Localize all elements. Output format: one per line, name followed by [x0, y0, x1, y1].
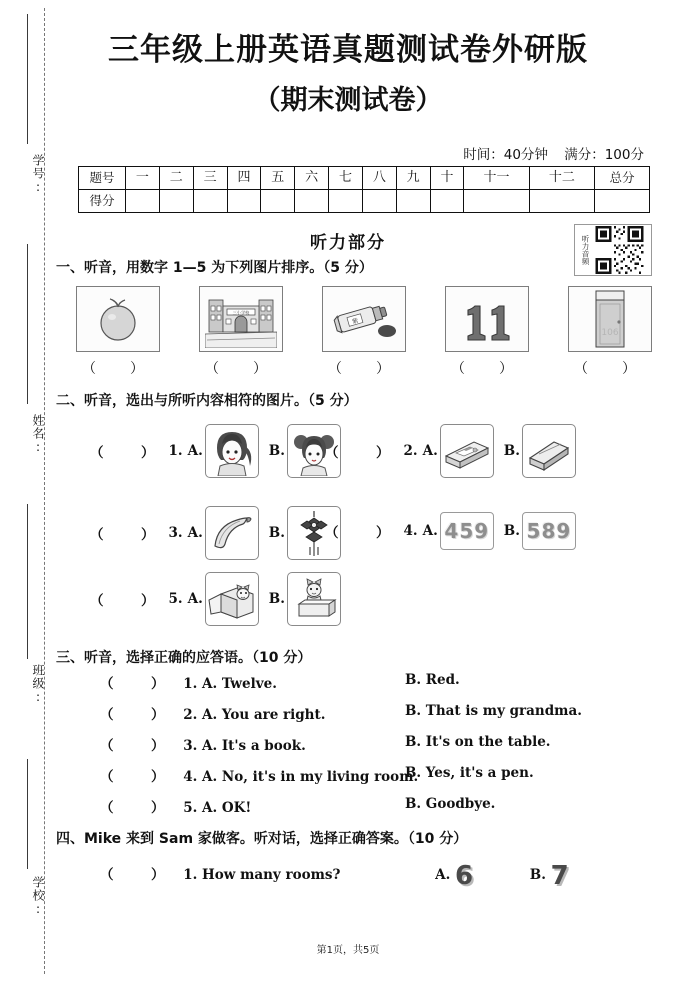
section-heading-2: 二、听音，选出与所听内容相符的图片。（5 分）	[56, 393, 358, 409]
q2-item-5	[90, 572, 341, 626]
option-a-text: 3. A. It's a book.	[183, 738, 306, 754]
rail-segment	[27, 244, 28, 404]
option-b-picture[interactable]	[522, 424, 576, 478]
answer-paren[interactable]: （ ）	[90, 527, 167, 543]
answer-paren[interactable]: （ ）	[328, 361, 400, 377]
score-cell[interactable]	[261, 190, 295, 213]
answer-paren[interactable]: （ ）	[100, 738, 177, 754]
score-cell[interactable]	[227, 190, 261, 213]
q1-item-3	[322, 286, 406, 378]
option-a-text: 5. A. OK!	[183, 800, 252, 816]
option-b-label: B.	[268, 443, 285, 459]
option-a-label: A.	[422, 523, 438, 539]
q3-item-4	[100, 765, 534, 785]
exam-time: 时间：40分钟	[463, 147, 548, 163]
answer-paren[interactable]: （ ）	[100, 769, 177, 785]
option-a-label: A.	[422, 443, 438, 459]
question-text: 1. How many rooms?	[183, 867, 341, 883]
svg-text:紫: 紫	[351, 317, 360, 326]
answer-paren[interactable]: （ ）	[325, 525, 402, 541]
score-col-5: 五	[261, 167, 295, 190]
page-title: 三年级上册英语真题测试卷外研版	[108, 32, 588, 68]
picture-frame[interactable]	[322, 286, 406, 352]
score-cell[interactable]	[430, 190, 464, 213]
score-cell[interactable]	[329, 190, 363, 213]
option-a-text: 4. A. No, it's in my living room.	[183, 769, 419, 785]
option-a-text: 2. A. You are right.	[183, 707, 326, 723]
item-number: 4.	[403, 523, 418, 539]
q3-item-3	[100, 734, 551, 754]
q4-item-1	[100, 861, 569, 891]
score-table-row-label: 得分	[79, 190, 126, 213]
score-cell[interactable]	[193, 190, 227, 213]
q1-item-5	[568, 286, 652, 378]
option-b-text: B. Goodbye.	[405, 796, 496, 812]
cat-in-box-icon	[207, 574, 257, 624]
option-b-label: B.	[529, 867, 546, 883]
option-a-text: 1. A. Twelve.	[183, 676, 277, 692]
answer-paren[interactable]: （ ）	[100, 867, 177, 883]
option-a-label: A.	[187, 443, 203, 459]
score-cell[interactable]	[362, 190, 396, 213]
q1-item-2	[199, 286, 283, 378]
q1-picture-strip	[76, 286, 652, 378]
score-col-8: 八	[362, 167, 396, 190]
number-eleven-icon	[459, 294, 515, 344]
picture-frame[interactable]	[445, 286, 529, 352]
banana-icon	[207, 508, 257, 558]
option-a-label: A.	[435, 867, 451, 883]
rail-segment	[27, 504, 28, 659]
answer-paren[interactable]: （ ）	[90, 593, 167, 609]
exam-meta	[451, 143, 644, 163]
section-heading-4: 四、Mike 来到 Sam 家做客。听对话，选择正确答案。（10 分）	[56, 831, 468, 847]
listening-audio-qr[interactable]	[574, 224, 652, 276]
q1-item-4	[445, 286, 529, 378]
score-col-4: 四	[227, 167, 261, 190]
option-b-number[interactable]: 589	[522, 512, 576, 550]
score-col-12: 十二	[529, 167, 594, 190]
score-cell[interactable]	[159, 190, 193, 213]
score-cell[interactable]	[396, 190, 430, 213]
option-b-text: B. That is my grandma.	[405, 703, 582, 719]
option-b-text: B. Yes, it's a pen.	[405, 765, 534, 781]
eraser-icon	[524, 426, 574, 476]
answer-paren[interactable]: （ ）	[451, 361, 523, 377]
answer-paren[interactable]: （ ）	[574, 361, 646, 377]
option-a-picture[interactable]	[205, 424, 259, 478]
option-a-picture[interactable]	[440, 424, 494, 478]
score-cell[interactable]	[529, 190, 594, 213]
score-cell[interactable]	[295, 190, 329, 213]
option-a-picture[interactable]	[205, 572, 259, 626]
cut-dashed-line	[44, 8, 45, 974]
qr-code-icon	[589, 226, 650, 274]
table-row-headers	[79, 167, 650, 190]
paint-tube-icon	[331, 295, 397, 343]
option-b-label: B.	[503, 443, 520, 459]
section-heading-1: 一、听音，用数字 1—5 为下列图片排序。（5 分）	[56, 260, 373, 276]
score-col-9: 九	[396, 167, 430, 190]
listening-section-banner: 听力部分	[310, 233, 386, 253]
answer-paren[interactable]: （ ）	[325, 445, 402, 461]
pencil-case-icon	[442, 426, 492, 476]
option-a-label: A.	[187, 591, 203, 607]
score-table	[78, 166, 650, 213]
cat-on-box-icon	[289, 574, 339, 624]
score-col-7: 七	[329, 167, 363, 190]
item-number: 1.	[168, 443, 183, 459]
answer-paren[interactable]: （ ）	[205, 361, 277, 377]
margin-label-name: 姓名:	[31, 414, 45, 455]
item-number: 5.	[168, 591, 183, 607]
page-subtitle: （期末测试卷）	[253, 85, 443, 116]
item-number: 2.	[403, 443, 418, 459]
girl-ponytail-icon	[207, 426, 257, 476]
score-table-row-label: 题号	[79, 167, 126, 190]
score-col-10: 十	[430, 167, 464, 190]
svg-text:106: 106	[601, 328, 619, 338]
q2-item-1	[90, 424, 341, 478]
q2-item-2	[325, 424, 576, 478]
q3-item-1	[100, 672, 460, 692]
option-a-number[interactable]: 459	[440, 512, 494, 550]
svg-text:三小学校: 三小学校	[232, 310, 250, 315]
picture-frame[interactable]	[76, 286, 160, 352]
option-b-label: B.	[268, 591, 285, 607]
margin-label-school: 学校:	[31, 876, 45, 917]
score-col-total: 总分	[595, 167, 650, 190]
score-col-3: 三	[193, 167, 227, 190]
q1-item-1	[76, 286, 160, 378]
school-building-icon	[205, 290, 277, 348]
option-b-text: B. It's on the table.	[405, 734, 551, 750]
qr-caption: 听力音频	[581, 235, 590, 265]
score-col-2: 二	[159, 167, 193, 190]
apple-icon	[90, 293, 146, 345]
answer-paren[interactable]: （ ）	[100, 800, 177, 816]
score-cell-total[interactable]	[595, 190, 650, 213]
option-a-value[interactable]: 6	[454, 861, 474, 891]
picture-frame[interactable]	[568, 286, 652, 352]
margin-label-class: 班级:	[31, 664, 45, 705]
rail-segment	[27, 759, 28, 869]
picture-frame[interactable]	[199, 286, 283, 352]
page-footer: 第1页，共5页	[316, 945, 380, 956]
score-col-11: 十一	[464, 167, 529, 190]
option-b-text: B. Red.	[405, 672, 460, 688]
q3-item-5	[100, 796, 496, 816]
option-a-picture[interactable]	[205, 506, 259, 560]
answer-paren[interactable]: （ ）	[82, 361, 154, 377]
score-col-6: 六	[295, 167, 329, 190]
answer-paren[interactable]: （ ）	[100, 707, 177, 723]
option-b-label: B.	[268, 525, 285, 541]
option-b-picture[interactable]	[287, 572, 341, 626]
item-number: 3.	[168, 525, 183, 541]
q2-item-4	[325, 512, 576, 550]
door-icon	[588, 289, 632, 349]
exam-full-score: 满分：100分	[564, 147, 644, 163]
option-b-label: B.	[503, 523, 520, 539]
answer-paren[interactable]: （ ）	[90, 445, 167, 461]
answer-paren[interactable]: （ ）	[100, 676, 177, 692]
score-cell[interactable]	[126, 190, 160, 213]
margin-rail	[14, 14, 45, 968]
q2-item-3	[90, 506, 341, 560]
section-heading-3: 三、听音，选择正确的应答语。（10 分）	[56, 650, 312, 666]
score-col-1: 一	[126, 167, 160, 190]
score-cell[interactable]	[464, 190, 529, 213]
option-b-value[interactable]: 7	[550, 861, 569, 891]
option-a-label: A.	[187, 525, 203, 541]
q3-item-2	[100, 703, 582, 723]
margin-label-student-id: 学号:	[31, 154, 45, 195]
table-row-scores	[79, 190, 650, 213]
